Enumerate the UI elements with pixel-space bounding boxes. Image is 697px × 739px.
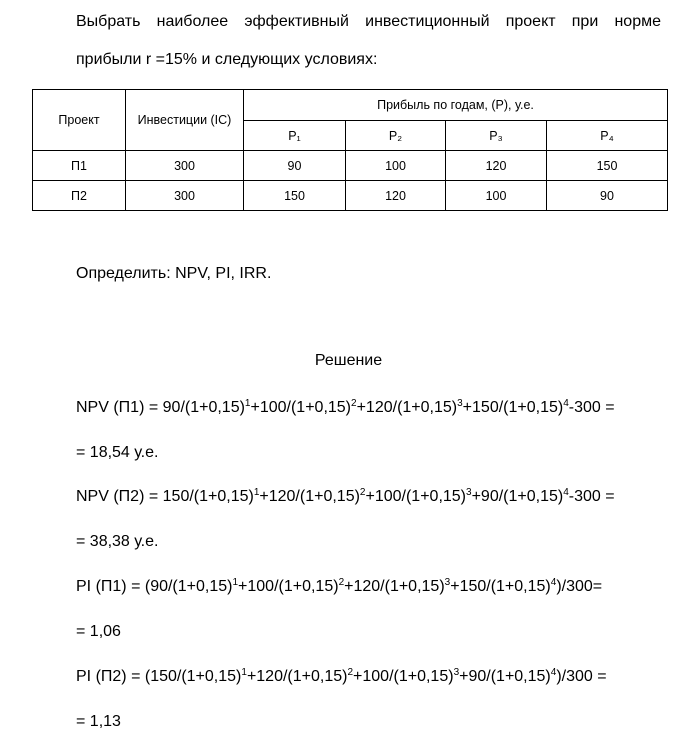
formula-exponent: 1 <box>253 487 260 498</box>
cell-investment: 300 <box>126 181 244 211</box>
header-p1: P₁ <box>244 121 346 151</box>
header-p4: P₄ <box>547 121 668 151</box>
formula-exponent: 3 <box>444 577 451 588</box>
formula-term: +100/(1+0,15) <box>250 399 352 416</box>
formula-term: +150/(1+0,15) <box>450 578 551 595</box>
cell-p4: 150 <box>547 151 668 181</box>
cell-p3: 120 <box>446 151 547 181</box>
formula-npv-p2 <box>76 487 615 507</box>
formula-exponent: 1 <box>241 667 247 678</box>
cell-project: П2 <box>33 181 126 211</box>
formula-term: +150/(1+0,15) <box>462 399 564 416</box>
formula-prefix: NPV (П2) = <box>76 488 163 505</box>
formula-exponent: 4 <box>563 487 569 498</box>
formula-npv-p1 <box>76 398 615 418</box>
result-pi-p2: = 1,13 <box>76 713 121 730</box>
formula-exponent: 4 <box>563 398 569 409</box>
cell-p1: 90 <box>244 151 346 181</box>
formula-exponent: 3 <box>466 487 472 498</box>
table-row <box>33 181 668 211</box>
formula-exponent: 2 <box>338 577 345 588</box>
result-npv-p1: = 18,54 у.е. <box>76 444 159 461</box>
formula-term: +90/(1+0,15) <box>471 488 564 505</box>
solution-title: Решение <box>314 352 383 369</box>
cell-investment: 300 <box>126 151 244 181</box>
cell-p2: 100 <box>346 151 446 181</box>
formula-term: 90/(1+0,15) <box>150 578 233 595</box>
formula-suffix: )/300 = <box>556 668 607 685</box>
header-p3: P₃ <box>446 121 547 151</box>
formula-prefix: PI (П1) = ( <box>76 578 151 595</box>
header-p2: P₂ <box>346 121 446 151</box>
header-investment: Инвестиции (IC) <box>126 90 244 151</box>
formula-prefix: NPV (П1) = <box>76 399 163 416</box>
formula-exponent: 2 <box>347 667 354 678</box>
formula-term: +100/(1+0,15) <box>365 488 467 505</box>
formula-pi-p2 <box>76 667 607 687</box>
cell-p2: 120 <box>346 181 446 211</box>
result-npv-p2: = 38,38 у.е. <box>76 533 159 550</box>
formula-term: +90/(1+0,15) <box>459 668 551 685</box>
formula-suffix: -300 = <box>568 399 615 416</box>
formula-exponent: 3 <box>453 667 460 678</box>
table-row <box>33 151 668 181</box>
formula-exponent: 2 <box>351 398 357 409</box>
formula-exponent: 4 <box>550 577 557 588</box>
formula-term: +120/(1+0,15) <box>356 399 458 416</box>
cell-p1: 150 <box>244 181 346 211</box>
formula-term: +100/(1+0,15) <box>238 578 339 595</box>
intro-line-2: прибыли r =15% и следующих условиях: <box>76 51 378 68</box>
header-project: Проект <box>33 90 126 151</box>
formula-exponent: 1 <box>244 398 251 409</box>
formula-term: +120/(1+0,15) <box>246 668 348 685</box>
result-pi-p1: = 1,06 <box>76 623 121 640</box>
cell-project: П1 <box>33 151 126 181</box>
formula-term: +120/(1+0,15) <box>259 488 360 505</box>
formula-term: +100/(1+0,15) <box>353 668 454 685</box>
formula-exponent: 2 <box>359 487 366 498</box>
formula-pi-p1 <box>76 577 602 597</box>
cell-p3: 100 <box>446 181 547 211</box>
formula-prefix: PI (П2) = ( <box>76 668 151 685</box>
intro-line-1: Выбрать наиболее эффективный инвестиционный проект при норме <box>76 13 661 30</box>
formula-exponent: 4 <box>550 667 557 678</box>
task-text: Определить: NPV, PI, IRR. <box>76 265 272 282</box>
formula-term: +120/(1+0,15) <box>344 578 445 595</box>
investment-table <box>32 89 668 211</box>
formula-term: 150/(1+0,15) <box>162 488 254 505</box>
cell-p4: 90 <box>547 181 668 211</box>
formula-suffix: )/300= <box>556 578 603 595</box>
formula-term: 90/(1+0,15) <box>162 399 245 416</box>
formula-exponent: 3 <box>457 398 463 409</box>
formula-term: 150/(1+0,15) <box>150 668 242 685</box>
header-profit: Прибыль по годам, (P), у.е. <box>244 90 668 121</box>
formula-suffix: -300 = <box>568 488 615 505</box>
formula-exponent: 1 <box>232 577 239 588</box>
